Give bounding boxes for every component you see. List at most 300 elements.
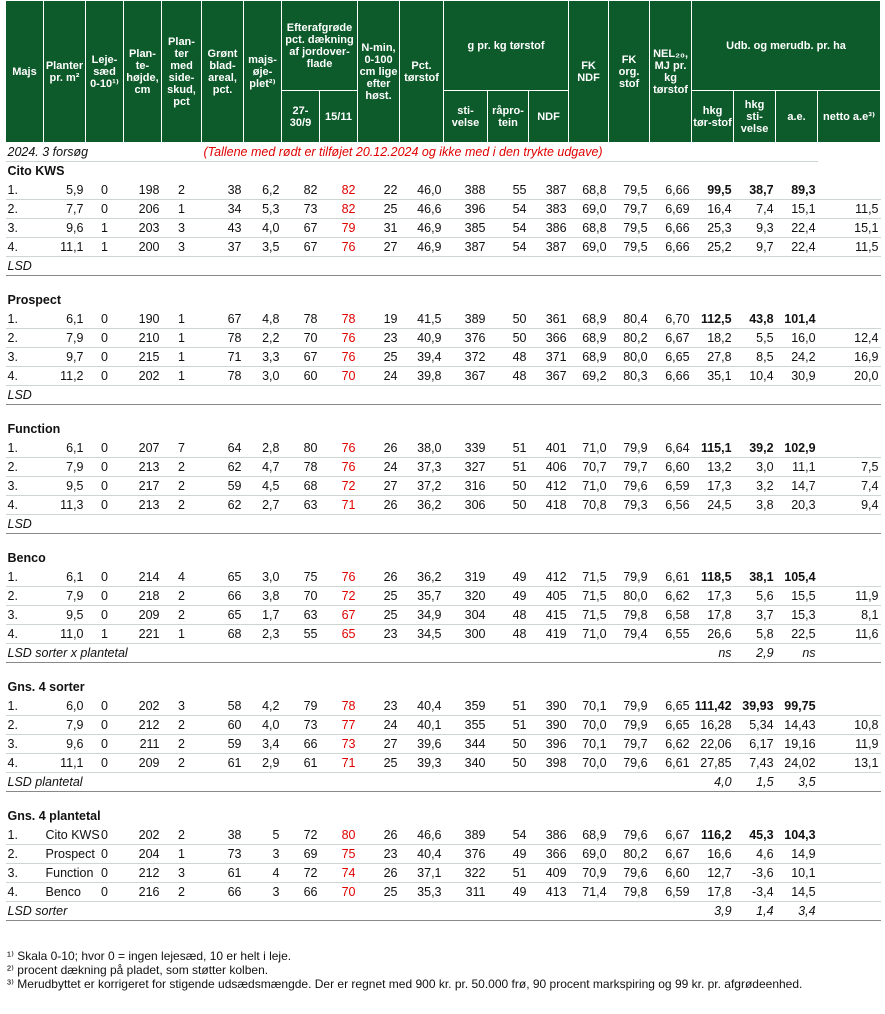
table-cell: 79,5 (609, 219, 650, 238)
table-cell: 1. (6, 697, 44, 716)
table-cell: 0 (86, 587, 124, 606)
table-cell: 7 (162, 439, 202, 458)
table-cell: 215 (124, 348, 162, 367)
table-cell: 61 (202, 864, 244, 883)
table-row (6, 606, 881, 625)
table-cell: 63 (282, 606, 320, 625)
table-cell: 385 (444, 219, 488, 238)
table-cell: 388 (444, 181, 488, 200)
table-cell: 79,4 (609, 625, 650, 644)
table-cell: 79,8 (609, 606, 650, 625)
table-cell: 68 (282, 477, 320, 496)
table-cell: 16,0 (776, 329, 818, 348)
table-cell: 24,2 (776, 348, 818, 367)
table-cell: 9,5 (44, 477, 86, 496)
table-row (6, 477, 881, 496)
table-cell: 22 (358, 181, 400, 200)
table-cell: 25 (358, 200, 400, 219)
table-cell: 70 (320, 367, 358, 386)
table-cell: 24 (358, 367, 400, 386)
table-cell: 6,62 (650, 735, 692, 754)
table-cell: 4,6 (734, 845, 776, 864)
table-cell: 79,9 (609, 439, 650, 458)
table-row (6, 716, 881, 735)
table-cell: 35,1 (692, 367, 734, 386)
table-cell: 79,8 (609, 883, 650, 902)
table-cell: 16,9 (818, 348, 881, 367)
table-cell: 41,5 (400, 310, 444, 329)
table-cell: 78 (282, 310, 320, 329)
table-cell: 212 (124, 864, 162, 883)
table-cell: 6,55 (650, 625, 692, 644)
table-cell: 39,93 (734, 697, 776, 716)
col-hkg-sti: hkg sti-velse (734, 91, 776, 143)
table-cell: 31 (358, 219, 400, 238)
table-cell: 37,1 (400, 864, 444, 883)
table-cell: 3,0 (244, 367, 282, 386)
table-cell: 70,0 (569, 754, 609, 773)
table-cell: 64 (202, 439, 244, 458)
table-cell: 11,9 (818, 735, 881, 754)
table-cell: 0 (86, 367, 124, 386)
table-cell: 79,6 (609, 826, 650, 845)
table-cell: 339 (444, 439, 488, 458)
table-cell: 6,67 (650, 845, 692, 864)
table-cell: 17,3 (692, 477, 734, 496)
table-cell: 15,3 (776, 606, 818, 625)
table-cell: 412 (529, 477, 569, 496)
table-cell (818, 568, 881, 587)
table-cell: 3,4 (244, 735, 282, 754)
table-cell: 6,1 (44, 439, 86, 458)
table-cell: 76 (320, 329, 358, 348)
table-cell: 80,3 (609, 367, 650, 386)
lsd-value (776, 515, 818, 534)
table-cell: 3. (6, 864, 44, 883)
group-title-row (6, 420, 881, 439)
table-row (6, 439, 881, 458)
table-cell: 78 (202, 329, 244, 348)
spacer-row (6, 792, 881, 807)
col-planter: Planter pr. m² (44, 1, 86, 143)
table-cell: 327 (444, 458, 488, 477)
table-cell (818, 845, 881, 864)
table-cell: 1 (162, 625, 202, 644)
table-cell: 26 (358, 568, 400, 587)
table-cell: 4. (6, 883, 44, 902)
table-cell: 6,67 (650, 329, 692, 348)
table-cell: 1 (86, 238, 124, 257)
table-cell: 36,2 (400, 568, 444, 587)
table-cell: 43 (202, 219, 244, 238)
spacer-cell (6, 405, 818, 420)
table-row (6, 587, 881, 606)
table-cell (818, 864, 881, 883)
col-raprotein: råpro-tein (488, 91, 529, 143)
table-cell: 79,5 (609, 238, 650, 257)
table-cell: 79,6 (609, 864, 650, 883)
table-cell: 50 (488, 496, 529, 515)
table-cell: 16,4 (692, 200, 734, 219)
table-cell: 3,7 (734, 606, 776, 625)
table-cell: 68,9 (569, 329, 609, 348)
table-cell: 70,1 (569, 697, 609, 716)
table-cell: 6,69 (650, 200, 692, 219)
table-cell: 24,5 (692, 496, 734, 515)
table-cell: 62 (202, 458, 244, 477)
table-cell: 69 (282, 845, 320, 864)
table-cell: 376 (444, 845, 488, 864)
table-cell: 367 (444, 367, 488, 386)
col-plantehojde: Plan-te-højde, cm (124, 1, 162, 143)
table-cell: 6,61 (650, 754, 692, 773)
table-cell: 19,16 (776, 735, 818, 754)
table-cell: 11,5 (818, 200, 881, 219)
table-cell: 60 (202, 716, 244, 735)
table-cell: 212 (124, 716, 162, 735)
table-cell: 59 (202, 477, 244, 496)
table-cell: 26,6 (692, 625, 734, 644)
lsd-value (692, 386, 734, 405)
table-cell (818, 697, 881, 716)
table-cell: 217 (124, 477, 162, 496)
table-cell: 39,2 (734, 439, 776, 458)
table-cell: 72 (282, 864, 320, 883)
table-row (6, 625, 881, 644)
table-cell: 25 (358, 587, 400, 606)
table-cell: 70,1 (569, 735, 609, 754)
table-cell: 66 (282, 883, 320, 902)
table-cell: 73 (282, 200, 320, 219)
table-cell: 3 (162, 864, 202, 883)
table-cell: 0 (86, 348, 124, 367)
table-row (6, 845, 881, 864)
table-cell: 376 (444, 329, 488, 348)
spacer-row (6, 663, 881, 678)
table-cell (818, 826, 881, 845)
table-cell: 22,06 (692, 735, 734, 754)
table-cell: 63 (282, 496, 320, 515)
lsd-value-empty (818, 386, 881, 405)
col-blad: Grønt blad-areal, pct. (202, 1, 244, 143)
group-title: Benco (7, 551, 46, 565)
table-cell: 3,0 (734, 458, 776, 477)
table-cell: 0 (86, 883, 124, 902)
table-row (6, 864, 881, 883)
group-title-row (6, 807, 881, 826)
table-cell: 1. (6, 568, 44, 587)
table-cell: 27,8 (692, 348, 734, 367)
lsd-value (734, 515, 776, 534)
table-cell: 11,3 (44, 496, 86, 515)
table-cell: 2 (162, 826, 202, 845)
table-cell: Prospect (44, 845, 86, 864)
table-cell: 6,2 (244, 181, 282, 200)
table-cell: 6,58 (650, 606, 692, 625)
table-cell: 306 (444, 496, 488, 515)
table-cell: 111,42 (692, 697, 734, 716)
table-cell: 340 (444, 754, 488, 773)
table-cell: 0 (86, 181, 124, 200)
col-fkorg: FK org. stof (609, 1, 650, 143)
table-cell: 4,5 (244, 477, 282, 496)
table-cell: 5,6 (734, 587, 776, 606)
table-cell: 209 (124, 606, 162, 625)
table-cell: 99,75 (776, 697, 818, 716)
table-cell: 1 (162, 348, 202, 367)
table-cell: 2 (162, 716, 202, 735)
table-cell: 9,5 (44, 606, 86, 625)
table-cell: 5,5 (734, 329, 776, 348)
table-cell: 10,1 (776, 864, 818, 883)
table-cell: 27,85 (692, 754, 734, 773)
table-cell: 6,60 (650, 864, 692, 883)
lsd-value-empty (818, 257, 881, 276)
table-cell: 3. (6, 477, 44, 496)
table-cell: 70,7 (569, 458, 609, 477)
table-cell: 389 (444, 310, 488, 329)
table-body (6, 143, 881, 921)
group-title-row (6, 678, 881, 697)
table-cell: 5,8 (734, 625, 776, 644)
table-cell: 14,9 (776, 845, 818, 864)
table-cell: 1 (86, 625, 124, 644)
table-cell: 320 (444, 587, 488, 606)
table-cell: 75 (282, 568, 320, 587)
table-cell: 71,0 (569, 625, 609, 644)
spacer-row (6, 534, 881, 549)
table-cell: 9,3 (734, 219, 776, 238)
table-cell: 101,4 (776, 310, 818, 329)
table-cell: 27 (358, 477, 400, 496)
table-cell: 322 (444, 864, 488, 883)
table-cell: 9,7 (44, 348, 86, 367)
table-cell: 5,3 (244, 200, 282, 219)
table-cell: 366 (529, 845, 569, 864)
table-cell: 3,5 (244, 238, 282, 257)
table-cell: 37 (202, 238, 244, 257)
footnote-1: ¹⁾ Skala 0-10; hvor 0 = ingen lejesæd, 10 er helt i leje. (7, 949, 292, 963)
table-cell: 35,7 (400, 587, 444, 606)
table-cell: 27 (358, 735, 400, 754)
table-cell: 20,3 (776, 496, 818, 515)
table-cell: 40,1 (400, 716, 444, 735)
table-cell: 8,1 (818, 606, 881, 625)
table-cell: 70 (282, 587, 320, 606)
table-cell: 80 (282, 439, 320, 458)
lsd-value (776, 386, 818, 405)
spacer-cell (6, 276, 818, 291)
table-cell: 69,2 (569, 367, 609, 386)
table-cell: 319 (444, 568, 488, 587)
table-cell: 51 (488, 439, 529, 458)
table-cell: 344 (444, 735, 488, 754)
table-row (6, 238, 881, 257)
table-cell: 6,66 (650, 181, 692, 200)
table-cell: 76 (320, 238, 358, 257)
table-cell: 413 (529, 883, 569, 902)
table-cell: 7,4 (734, 200, 776, 219)
table-cell: 69,0 (569, 238, 609, 257)
lsd-value-empty (818, 644, 881, 663)
table-cell: 46,9 (400, 219, 444, 238)
table-cell: Function (44, 864, 86, 883)
table-cell: 79,7 (609, 735, 650, 754)
table-cell: 26 (358, 439, 400, 458)
table-cell: 27 (358, 238, 400, 257)
table-cell: 71 (320, 496, 358, 515)
table-cell: 200 (124, 238, 162, 257)
table-cell: 68,8 (569, 181, 609, 200)
table-cell: 54 (488, 826, 529, 845)
table-cell: 79,9 (609, 568, 650, 587)
table-cell: 38 (202, 181, 244, 200)
table-cell: 66 (202, 883, 244, 902)
group-title: Gns. 4 plantetal (7, 809, 101, 823)
col-stivelse: sti-velse (444, 91, 488, 143)
red-note: (Tallene med rødt er tilføjet 20.12.2024 og ikke med i den trykte udgave) (202, 143, 818, 162)
table-cell: 5,9 (44, 181, 86, 200)
table-cell: 311 (444, 883, 488, 902)
table-cell: 218 (124, 587, 162, 606)
table-cell: 367 (529, 367, 569, 386)
table-cell: 9,4 (818, 496, 881, 515)
table-cell: 401 (529, 439, 569, 458)
table-cell: 24 (358, 458, 400, 477)
table-cell: 25,3 (692, 219, 734, 238)
table-cell: 216 (124, 883, 162, 902)
table-cell: 25 (358, 754, 400, 773)
table-row (6, 219, 881, 238)
table-cell: 396 (529, 735, 569, 754)
table-cell: 11,6 (818, 625, 881, 644)
table-cell: 36,2 (400, 496, 444, 515)
footnote-3: ³⁾ Merudbyttet er korrigeret for stigende udsædsmængde. Der er regnet med 900 kr. pr. 50.000 frø, 90 procent markspiring og 99 kr. pr. afgrødeenhed. (7, 977, 803, 991)
table-cell: 3. (6, 735, 44, 754)
table-cell: 78 (320, 697, 358, 716)
table-cell: 1,7 (244, 606, 282, 625)
table-cell: 406 (529, 458, 569, 477)
col-nel: NEL₂₀, MJ pr. kg tørstof (650, 1, 692, 143)
lsd-row (6, 257, 881, 276)
table-cell: 12,4 (818, 329, 881, 348)
table-cell: 82 (320, 200, 358, 219)
col-nmin: N-min, 0-100 cm lige efter høst. (358, 1, 400, 143)
table-cell: 6,61 (650, 568, 692, 587)
table-cell: 11,1 (44, 238, 86, 257)
table-cell: 11,5 (818, 238, 881, 257)
table-row (6, 496, 881, 515)
group-title: Function (7, 422, 61, 436)
table-cell: 15,1 (818, 219, 881, 238)
table-cell: 4. (6, 367, 44, 386)
table-cell: 204 (124, 845, 162, 864)
table-cell: 7,4 (818, 477, 881, 496)
table-cell: 76 (320, 458, 358, 477)
lsd-row (6, 773, 881, 792)
table-cell (818, 181, 881, 200)
table-cell: 6,70 (650, 310, 692, 329)
table-cell: 79,6 (609, 754, 650, 773)
table-cell: 43,8 (734, 310, 776, 329)
table-cell: 2 (162, 883, 202, 902)
table-cell: 49 (488, 845, 529, 864)
table-cell: 3,8 (734, 496, 776, 515)
table-cell: 39,8 (400, 367, 444, 386)
table-cell: 3,3 (244, 348, 282, 367)
table-row (6, 697, 881, 716)
table-cell: 1. (6, 439, 44, 458)
table-cell: 4. (6, 238, 44, 257)
table-cell: 25 (358, 606, 400, 625)
table-cell: 16,6 (692, 845, 734, 864)
table-cell: 99,5 (692, 181, 734, 200)
table-cell: 34,5 (400, 625, 444, 644)
table-cell: 4. (6, 754, 44, 773)
table-cell: 0 (86, 477, 124, 496)
table-cell: 3 (162, 219, 202, 238)
table-cell: 6,62 (650, 587, 692, 606)
lsd-row (6, 902, 881, 921)
col-ae: a.e. (776, 91, 818, 143)
table-cell: 68,9 (569, 348, 609, 367)
footnote-2: ²⁾ procent dækning på pladet, som støtter kolben. (7, 963, 269, 977)
table-cell: 51 (488, 864, 529, 883)
lsd-row (6, 515, 881, 534)
table-cell: 67 (282, 238, 320, 257)
table-cell: 2,9 (244, 754, 282, 773)
table-cell: 73 (320, 735, 358, 754)
table-cell: Cito KWS (44, 826, 86, 845)
table-cell: 415 (529, 606, 569, 625)
table-cell: 6,64 (650, 439, 692, 458)
table-cell: 16,28 (692, 716, 734, 735)
table-cell: 6,60 (650, 458, 692, 477)
table-cell: 61 (202, 754, 244, 773)
table-cell: 6,65 (650, 697, 692, 716)
table-cell: 13,2 (692, 458, 734, 477)
lsd-value (776, 257, 818, 276)
table-cell: 17,8 (692, 883, 734, 902)
table-wrapper (5, 0, 881, 921)
table-cell: 69,0 (569, 845, 609, 864)
footnotes (7, 949, 877, 991)
table-cell: 11,2 (44, 367, 86, 386)
table-cell: 48 (488, 367, 529, 386)
maize-trial-table (5, 0, 881, 921)
col-hkg-tor: hkg tør-stof (692, 91, 734, 143)
table-cell: 11,1 (776, 458, 818, 477)
table-cell: 14,5 (776, 883, 818, 902)
col-fkndf: FK NDF (569, 1, 609, 143)
table-cell: 70,9 (569, 864, 609, 883)
table-cell: 79 (320, 219, 358, 238)
table-cell: 3. (6, 219, 44, 238)
table-cell: 51 (488, 458, 529, 477)
table-cell: 60 (282, 367, 320, 386)
lsd-value: ns (776, 644, 818, 663)
table-cell: 0 (86, 458, 124, 477)
table-cell: 50 (488, 329, 529, 348)
table-cell: 40,9 (400, 329, 444, 348)
table-cell: 55 (488, 181, 529, 200)
table-cell: 116,2 (692, 826, 734, 845)
table-cell: 1 (162, 329, 202, 348)
table-cell: 4,7 (244, 458, 282, 477)
col-ndf: NDF (529, 91, 569, 143)
table-cell: 105,4 (776, 568, 818, 587)
table-cell: 202 (124, 697, 162, 716)
